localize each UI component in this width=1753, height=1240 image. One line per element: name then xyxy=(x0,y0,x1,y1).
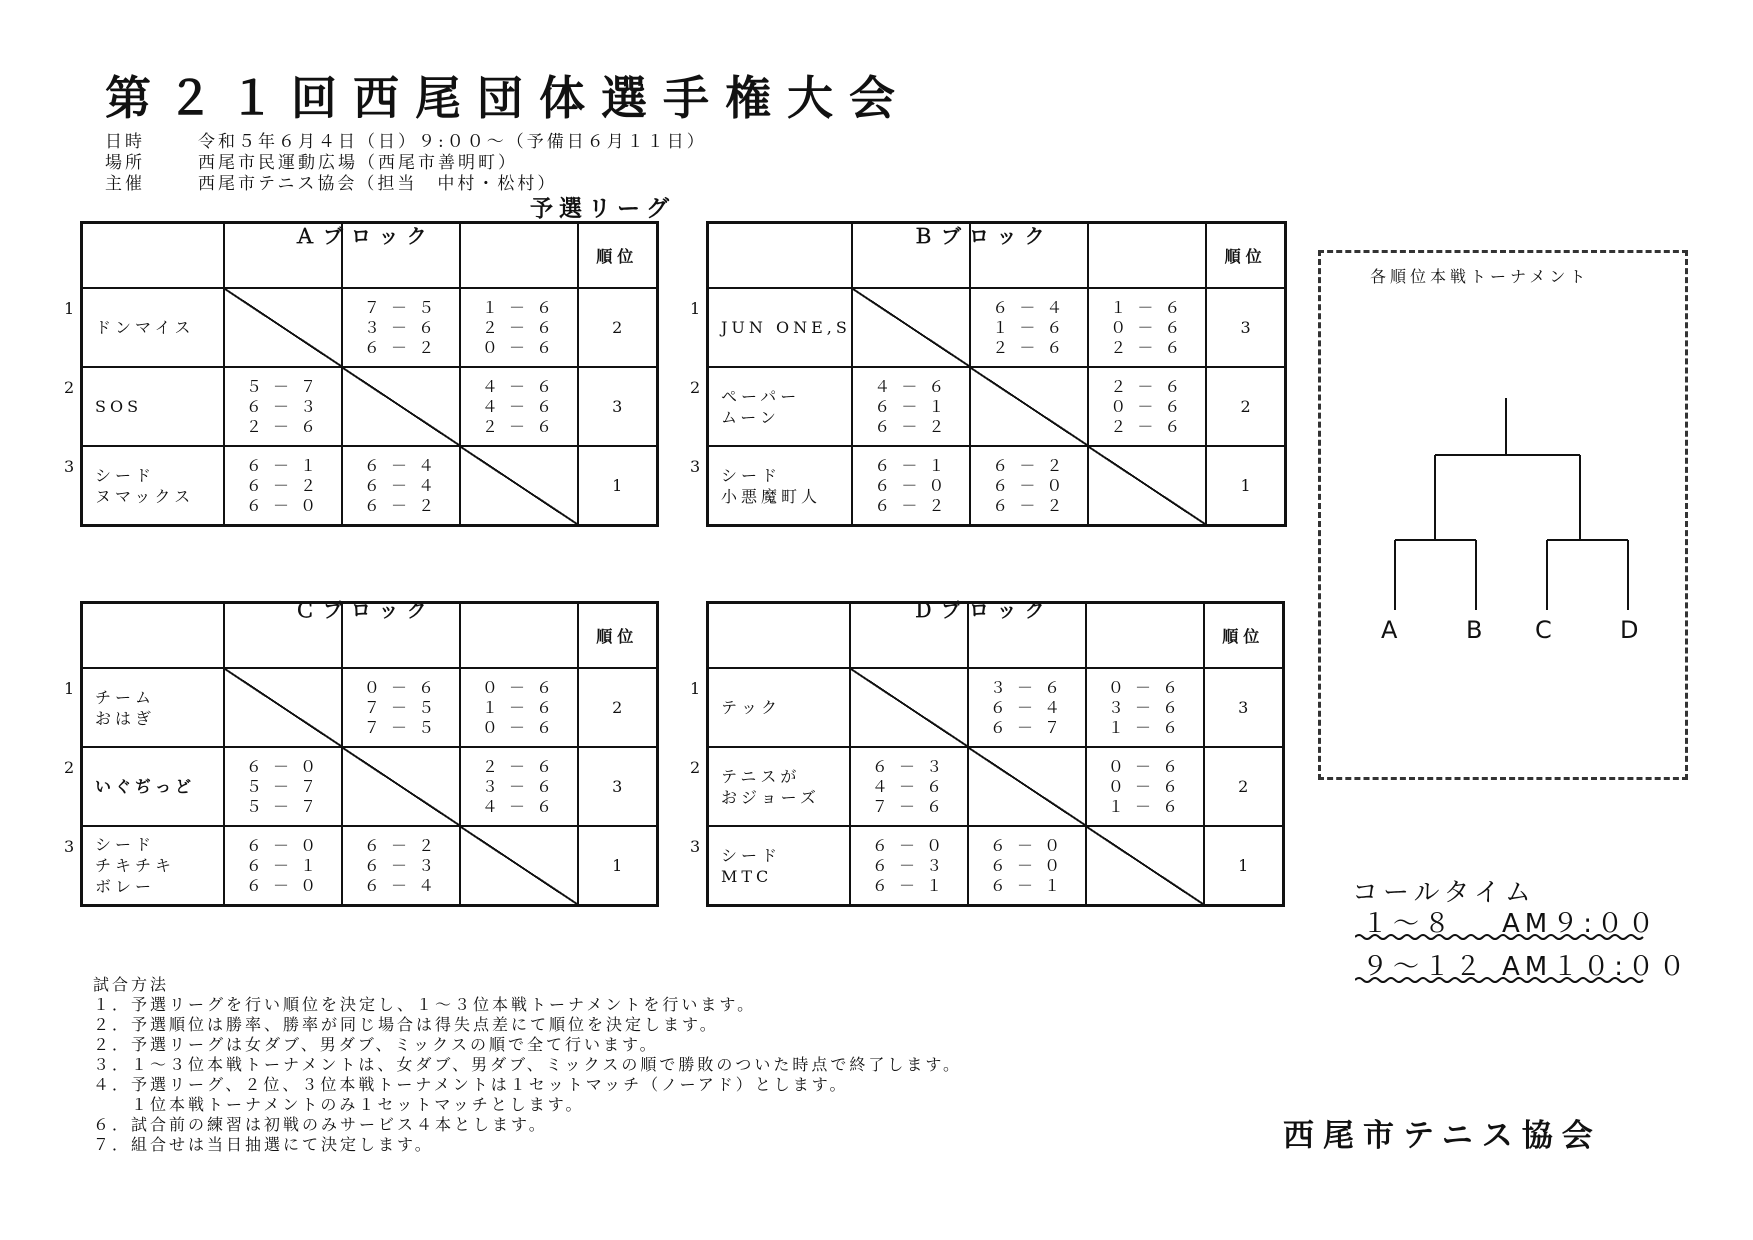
rank-cell: 3 xyxy=(1204,668,1284,747)
set-score: ６ － ０ xyxy=(245,875,320,895)
row-number: 3 xyxy=(64,457,75,476)
team-name xyxy=(708,288,852,367)
table-row xyxy=(82,826,658,906)
call-time-range-1: １～８ xyxy=(1362,909,1456,939)
header-cell xyxy=(342,603,460,669)
set-score: ６ － １ xyxy=(245,455,320,475)
table-row xyxy=(708,668,1284,747)
score-cell xyxy=(224,747,342,826)
team-name-line: ボレー xyxy=(95,877,156,896)
set-score: ４ － ６ xyxy=(481,796,556,816)
team-name-line: ドンマイス xyxy=(95,318,195,337)
header-cell xyxy=(970,223,1088,289)
row-number: 1 xyxy=(690,299,701,318)
set-score: ２ － ６ xyxy=(481,416,556,436)
team-name xyxy=(82,668,224,747)
team-name xyxy=(708,747,850,826)
set-score: ６ － ０ xyxy=(874,475,948,495)
team-name-line: テック xyxy=(721,698,782,717)
team-name-line: ヌマックス xyxy=(95,486,195,506)
self-match-cell xyxy=(342,747,460,826)
row-number: 1 xyxy=(690,679,701,698)
set-score: ４ － ６ xyxy=(481,376,556,396)
score-cell xyxy=(1086,747,1204,826)
score-cell xyxy=(460,747,578,826)
self-match-cell xyxy=(342,367,460,446)
set-score: ０ － ６ xyxy=(1107,776,1182,796)
info-organizer: 主催 西尾市テニス協会（担当 中村・松村） xyxy=(105,174,558,194)
team-name-line: チーム xyxy=(95,687,156,707)
set-score: ０ － ６ xyxy=(1110,317,1184,337)
score-cell xyxy=(460,288,578,367)
score-cell xyxy=(1088,288,1206,367)
header-cell xyxy=(82,603,224,669)
method-heading: 試合方法 xyxy=(93,975,170,994)
slot-c-label: C xyxy=(1535,616,1552,644)
set-score: ７ － ５ xyxy=(363,297,438,317)
self-match-cell xyxy=(852,288,970,367)
set-score: ２ － ６ xyxy=(1110,416,1184,436)
table-row xyxy=(708,826,1284,906)
set-score: ６ － ２ xyxy=(874,416,948,436)
rank-cell: 2 xyxy=(1206,367,1286,446)
team-name xyxy=(82,747,224,826)
team-name xyxy=(708,367,852,446)
team-name-line: シード xyxy=(95,835,156,854)
row-number: 1 xyxy=(64,679,75,698)
set-score: ３ － ６ xyxy=(363,317,438,337)
score-cell xyxy=(850,747,968,826)
score-cell xyxy=(852,446,970,526)
call-time-range-2: ９～１２ xyxy=(1362,952,1487,982)
slot-a-label: A xyxy=(1381,616,1398,644)
set-score: ２ － ６ xyxy=(481,756,556,776)
self-match-cell xyxy=(224,288,342,367)
set-score: ３ － ６ xyxy=(1107,697,1182,717)
set-score: ６ － １ xyxy=(245,855,320,875)
set-score: ６ － ３ xyxy=(245,396,320,416)
row-number: 3 xyxy=(690,457,701,476)
method-line: ６．試合前の練習は初戦のみサービス４本とします。 xyxy=(93,1115,548,1134)
set-score: ６ － ０ xyxy=(989,855,1064,875)
method-line: １位本戦トーナメントのみ１セットマッチとします。 xyxy=(93,1095,585,1114)
rank-cell: 1 xyxy=(1204,826,1284,906)
team-name-line: JUN ONE,S xyxy=(721,318,851,337)
league-table xyxy=(80,221,659,527)
info-date: 日時 令和５年６月４日（日）９:００～（予備日６月１１日） xyxy=(105,132,707,152)
set-score: ５ － ７ xyxy=(245,776,320,796)
event-info xyxy=(105,132,707,195)
tournament-title: 各順位本戦トーナメント xyxy=(1370,267,1590,286)
rank-header: 順位 xyxy=(578,603,658,669)
method-line: ３．１～３位本戦トーナメントは、女ダブ、男ダブ、ミックスの順で勝敗のついた時点で終了します。 xyxy=(93,1055,963,1074)
header-cell xyxy=(968,603,1086,669)
score-cell xyxy=(342,288,460,367)
set-score: ３ － ６ xyxy=(989,677,1064,697)
set-score: ４ － ６ xyxy=(874,376,948,396)
header-cell xyxy=(1088,223,1206,289)
team-name-line: チキチキ xyxy=(95,856,176,875)
score-cell xyxy=(968,826,1086,906)
organizer-name: 西尾市テニス協会 xyxy=(1283,1118,1602,1154)
set-score: １ － ６ xyxy=(992,317,1066,337)
set-score: ３ － ６ xyxy=(481,776,556,796)
self-match-cell xyxy=(850,668,968,747)
score-cell xyxy=(224,367,342,446)
set-score: ６ － １ xyxy=(874,455,948,475)
tournament-bracket xyxy=(1318,250,1688,650)
team-name-line: ムーン xyxy=(721,407,780,427)
row-number: 3 xyxy=(64,837,75,856)
set-score: ６ － ２ xyxy=(363,495,438,515)
rank-cell: 3 xyxy=(578,747,658,826)
match-method xyxy=(93,975,962,1155)
set-score: ６ － ２ xyxy=(874,495,948,515)
rank-cell: 2 xyxy=(578,668,658,747)
rank-cell: 3 xyxy=(578,367,658,446)
set-score: ６ － ２ xyxy=(363,337,438,357)
block-name: Ｂブロック xyxy=(913,224,1053,248)
set-score: ６ － ０ xyxy=(245,495,320,515)
team-name-line: ペーパー xyxy=(721,386,801,406)
table-row xyxy=(82,747,658,826)
header-cell xyxy=(850,603,968,669)
call-time-underline-1 xyxy=(1355,932,1655,942)
score-cell xyxy=(968,668,1086,747)
score-cell xyxy=(342,446,460,526)
team-name-line: テニスが xyxy=(721,766,801,786)
team-name-line: MTC xyxy=(721,866,773,886)
row-number: 2 xyxy=(64,378,75,397)
block-name: Ｃブロック xyxy=(295,598,435,622)
rank-cell: 1 xyxy=(578,446,658,526)
call-time-underline-2 xyxy=(1355,975,1655,985)
self-match-cell xyxy=(968,747,1086,826)
set-score: ２ － ６ xyxy=(1110,337,1184,357)
method-line: ２．予選リーグは女ダブ、男ダブ、ミックスの順で全て行います。 xyxy=(93,1035,659,1054)
header-cell xyxy=(82,223,224,289)
team-name xyxy=(708,668,850,747)
rank-cell: 2 xyxy=(1204,747,1284,826)
method-line: ４．予選リーグ、２位、３位本戦トーナメントは１セットマッチ（ノーアド）とします。 xyxy=(93,1075,849,1094)
self-match-cell xyxy=(970,367,1088,446)
set-score: ６ － １ xyxy=(874,396,948,416)
set-score: ６ － １ xyxy=(871,875,946,895)
rank-cell: 1 xyxy=(1206,446,1286,526)
league-table xyxy=(80,601,659,907)
rank-header: 順位 xyxy=(1204,603,1284,669)
set-score: １ － ６ xyxy=(1107,717,1182,737)
team-name xyxy=(82,446,224,526)
team-name-line: いぐぢっど xyxy=(95,777,196,796)
set-score: ６ － ０ xyxy=(992,475,1066,495)
team-name-line: おジョーズ xyxy=(721,787,820,807)
team-name-line: おはぎ xyxy=(95,708,156,728)
set-score: ６ － ４ xyxy=(363,475,438,495)
table-row xyxy=(708,446,1286,526)
set-score: ２ － ６ xyxy=(245,416,320,436)
row-number: 1 xyxy=(64,299,75,318)
set-score: ６ － ４ xyxy=(363,455,438,475)
set-score: ２ － ６ xyxy=(992,337,1066,357)
set-score: ２ － ６ xyxy=(481,317,556,337)
set-score: ６ － ３ xyxy=(871,756,946,776)
score-cell xyxy=(460,367,578,446)
league-table xyxy=(706,601,1285,907)
set-score: ７ － ６ xyxy=(871,796,946,816)
call-time-heading: コールタイム xyxy=(1352,878,1536,908)
slot-b-label: B xyxy=(1466,616,1483,644)
row-number: 2 xyxy=(64,758,75,777)
team-name-line: SOS xyxy=(95,397,143,416)
set-score: ２ － ６ xyxy=(1110,376,1184,396)
set-score: ０ － ６ xyxy=(1110,396,1184,416)
rank-header: 順位 xyxy=(578,223,658,289)
set-score: ７ － ５ xyxy=(363,697,438,717)
score-cell xyxy=(224,826,342,906)
set-score: １ － ６ xyxy=(1110,297,1184,317)
rank-cell: 3 xyxy=(1206,288,1286,367)
header-cell xyxy=(460,223,578,289)
table-row xyxy=(708,367,1286,446)
row-number: 3 xyxy=(690,837,701,856)
set-score: ６ － ２ xyxy=(992,495,1066,515)
set-score: ６ － ０ xyxy=(871,835,946,855)
score-cell xyxy=(342,668,460,747)
set-score: ４ － ６ xyxy=(871,776,946,796)
set-score: ５ － ７ xyxy=(245,376,320,396)
team-name-line: シード xyxy=(721,465,782,485)
set-score: ６ － ４ xyxy=(363,875,438,895)
method-line: ７．組合せは当日抽選にて決定します。 xyxy=(93,1135,434,1154)
self-match-cell xyxy=(1086,826,1204,906)
header-cell xyxy=(224,603,342,669)
rank-cell: 2 xyxy=(578,288,658,367)
block-name: Ｄブロック xyxy=(913,598,1053,622)
header-cell xyxy=(460,603,578,669)
set-score: ６ － ３ xyxy=(363,855,438,875)
score-cell xyxy=(342,826,460,906)
team-name-line: シード xyxy=(95,465,156,485)
info-venue: 場所 西尾市民運動広場（西尾市善明町） xyxy=(105,153,518,173)
table-row xyxy=(82,446,658,526)
set-score: ６ － ０ xyxy=(245,835,320,855)
score-cell xyxy=(850,826,968,906)
score-cell xyxy=(1086,668,1204,747)
set-score: ０ － ６ xyxy=(481,677,556,697)
team-name-line: 小悪魔町人 xyxy=(721,486,822,506)
score-cell xyxy=(970,288,1088,367)
set-score: ０ － ６ xyxy=(481,337,556,357)
set-score: ０ － ６ xyxy=(1107,756,1182,776)
self-match-cell xyxy=(460,446,578,526)
method-line: ２．予選順位は勝率、勝率が同じ場合は得失点差にて順位を決定します。 xyxy=(93,1015,719,1034)
table-row xyxy=(708,288,1286,367)
header-cell xyxy=(224,223,342,289)
table-row xyxy=(82,288,658,367)
table-row xyxy=(82,668,658,747)
set-score: ０ － ６ xyxy=(363,677,438,697)
row-number: 2 xyxy=(690,758,701,777)
call-time-time-2: AM１０:００ xyxy=(1502,952,1690,982)
team-name xyxy=(82,367,224,446)
team-name-line: シード xyxy=(721,845,782,865)
header-cell xyxy=(1086,603,1204,669)
set-score: ６ － ０ xyxy=(245,756,320,776)
set-score: ６ － ２ xyxy=(992,455,1066,475)
set-score: ５ － ７ xyxy=(245,796,320,816)
score-cell xyxy=(970,446,1088,526)
table-row xyxy=(82,367,658,446)
set-score: ６ － ７ xyxy=(989,717,1064,737)
set-score: ６ － ４ xyxy=(992,297,1066,317)
league-table xyxy=(706,221,1287,527)
team-name xyxy=(82,826,224,906)
set-score: １ － ６ xyxy=(481,297,556,317)
set-score: ６ － １ xyxy=(989,875,1064,895)
page-title: 第２１回西尾団体選手権大会 xyxy=(105,71,911,125)
header-cell xyxy=(852,223,970,289)
score-cell xyxy=(460,668,578,747)
block-name: Ａブロック xyxy=(295,224,435,248)
set-score: ６ － ２ xyxy=(245,475,320,495)
section-subtitle: 予選リーグ xyxy=(530,196,675,222)
set-score: ７ － ５ xyxy=(363,717,438,737)
slot-d-label: D xyxy=(1620,616,1639,644)
method-line: １．予選リーグを行い順位を決定し、１～３位本戦トーナメントを行います。 xyxy=(93,995,757,1014)
set-score: ６ － ３ xyxy=(871,855,946,875)
rank-cell: 1 xyxy=(578,826,658,906)
set-score: ６ － ０ xyxy=(989,835,1064,855)
team-name xyxy=(82,288,224,367)
header-cell xyxy=(342,223,460,289)
set-score: ０ － ６ xyxy=(1107,677,1182,697)
set-score: ４ － ６ xyxy=(481,396,556,416)
set-score: １ － ６ xyxy=(481,697,556,717)
self-match-cell xyxy=(224,668,342,747)
self-match-cell xyxy=(460,826,578,906)
score-cell xyxy=(1088,367,1206,446)
set-score: ０ － ６ xyxy=(481,717,556,737)
self-match-cell xyxy=(1088,446,1206,526)
rank-header: 順位 xyxy=(1206,223,1286,289)
team-name xyxy=(708,446,852,526)
score-cell xyxy=(224,446,342,526)
score-cell xyxy=(852,367,970,446)
set-score: ６ － ２ xyxy=(363,835,438,855)
row-number: 2 xyxy=(690,378,701,397)
set-score: １ － ６ xyxy=(1107,796,1182,816)
call-time-time-1: AM９:００ xyxy=(1502,909,1659,939)
set-score: ６ － ４ xyxy=(989,697,1064,717)
header-cell xyxy=(708,223,852,289)
header-cell xyxy=(708,603,850,669)
table-row xyxy=(708,747,1284,826)
team-name xyxy=(708,826,850,906)
